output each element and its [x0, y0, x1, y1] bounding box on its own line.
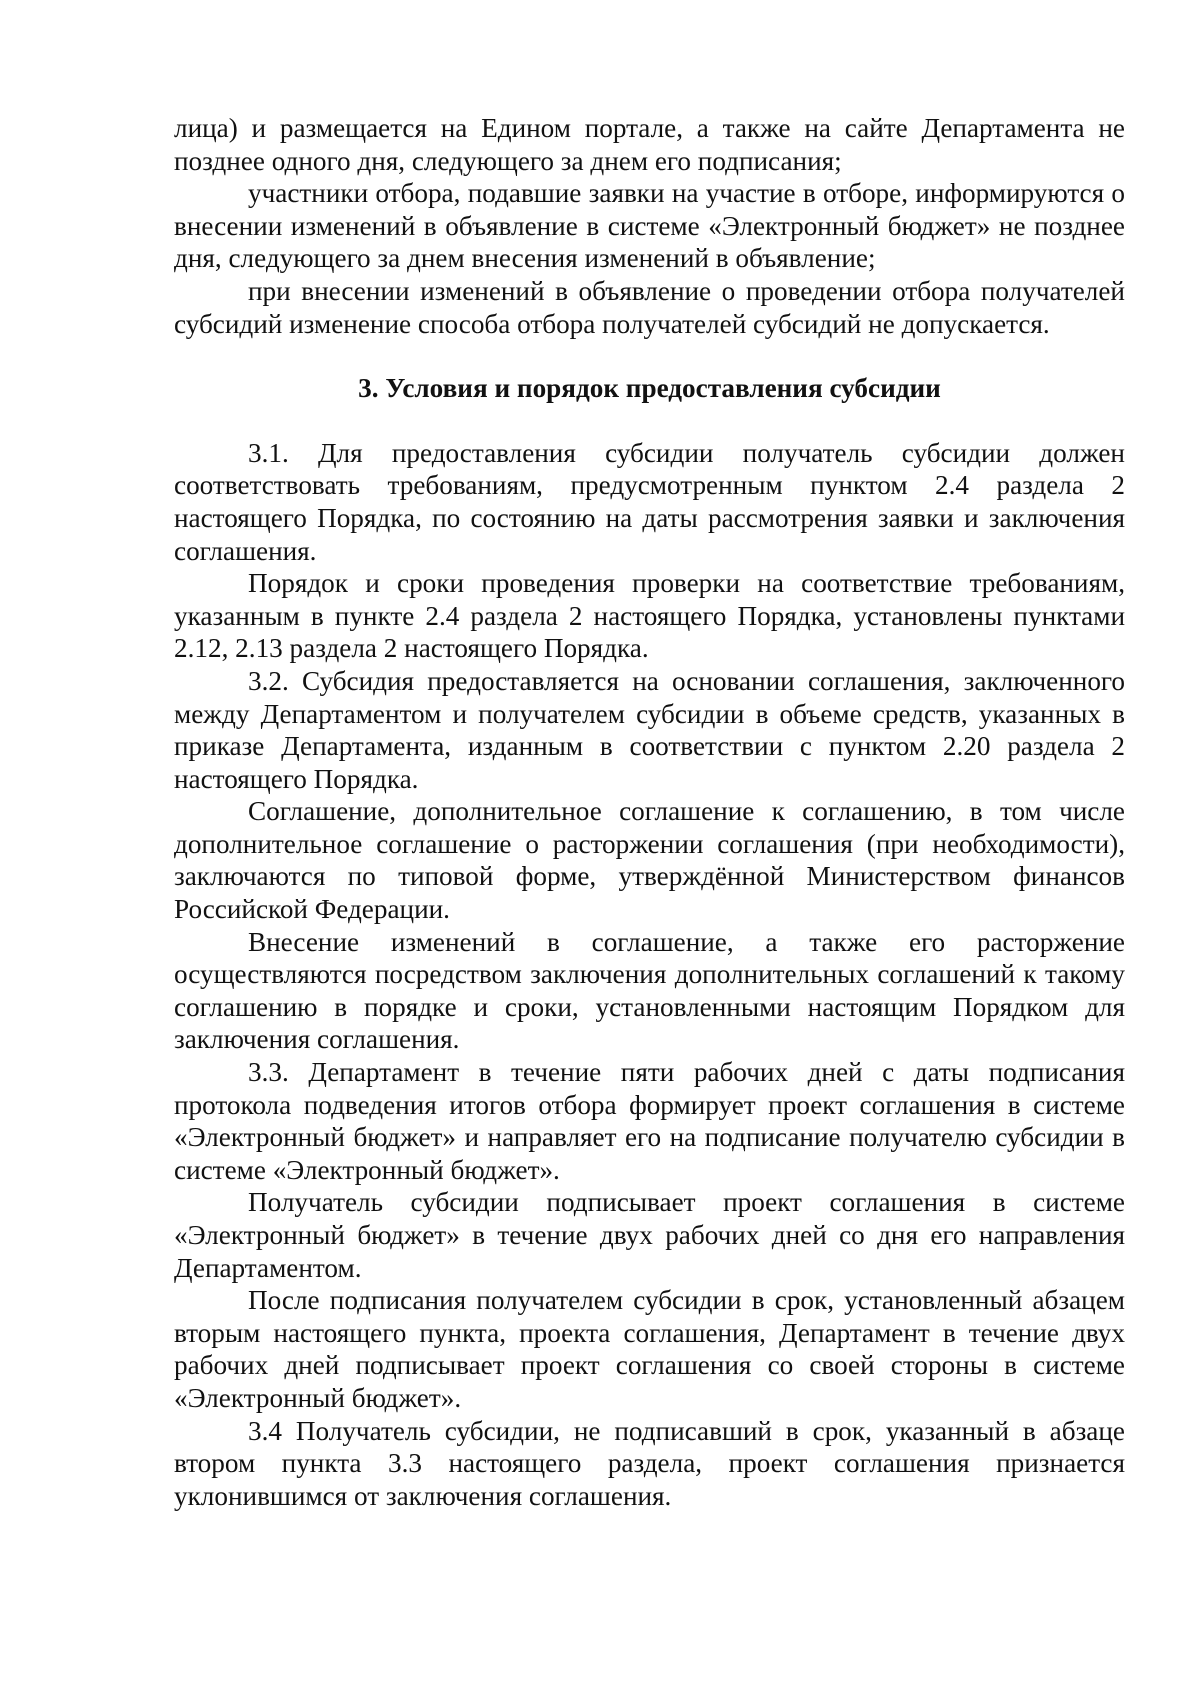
paragraph-3-3-department-signs: После подписания получателем субсидии в срок, установленный абзацем вторым настоящего пункта, проекта соглашения, Департамент в течение двух рабочих дней подписывает проект соглашения со своей стороны в системе «Электронный бюджет». — [174, 1285, 1125, 1413]
paragraph-3-1-verification: Порядок и сроки проведения проверки на соответствие требованиям, указанным в пункте 2.4 раздела 2 настоящего Порядка, установлены пунктами 2.12, 2.13 раздела 2 настоящего Порядка. — [174, 568, 1125, 664]
document-page — [174, 112, 1125, 1512]
paragraph-3-2-standard-form: Соглашение, дополнительное соглашение к соглашению, в том числе дополнительное соглашение о расторжении соглашения (при необходимости), заключаются по типовой форме, утверждённой Министерством финансов Российской Федерации. — [174, 796, 1125, 925]
paragraph-3-2-amendments: Внесение изменений в соглашение, а также его расторжение осуществляются посредством заключения дополнительных соглашений к такому соглашению в порядке и сроки, установленными настоящим Порядком для заключения соглашения. — [174, 926, 1125, 1055]
paragraph-3-3-recipient-signs: Получатель субсидии подписывает проект соглашения в системе «Электронный бюджет» в течение двух рабочих дней со дня его направления Департаментом. — [174, 1187, 1125, 1283]
paragraph-3-3: 3.3. Департамент в течение пяти рабочих дней с даты подписания протокола подведения итогов отбора формирует проект соглашения в системе «Электронный бюджет» и направляет его на подписание получателю субсидии в системе «Электронный бюджет». — [174, 1057, 1125, 1185]
paragraph-participants-informed: участники отбора, подавшие заявки на участие в отборе, информируются о внесении изменений в объявление в системе «Электронный бюджет» не позднее дня, следующего за днем внесения изменений в объявление; — [174, 178, 1125, 274]
paragraph-3-1: 3.1. Для предоставления субсидии получатель субсидии должен соответствовать требованиям, предусмотренным пунктом 2.4 раздела 2 настоящего Порядка, по состоянию на даты рассмотрения заявки и заключения соглашения. — [174, 437, 1125, 566]
paragraph-selection-method-unchanged: при внесении изменений в объявление о проведении отбора получателей субсидий изменение способа отбора получателей субсидий не допускается. — [174, 275, 1125, 339]
paragraph-portal-publication: лица) и размещается на Едином портале, а также на сайте Департамента не позднее одного дня, следующего за днем его подписания; — [174, 113, 1125, 176]
section-title: 3. Условия и порядок предоставления субсидии — [358, 373, 941, 404]
paragraph-3-4: 3.4 Получатель субсидии, не подписавший в срок, указанный в абзаце втором пункта 3.3 настоящего раздела, проект соглашения признается уклонившимся от заключения соглашения. — [174, 1415, 1125, 1511]
paragraph-3-2: 3.2. Субсидия предоставляется на основании соглашения, заключенного между Департаментом и получателем субсидии в объеме средств, указанных в приказе Департамента, изданным в соответствии с пунктом 2.20 раздела 2 настоящего Порядка. — [174, 665, 1125, 794]
